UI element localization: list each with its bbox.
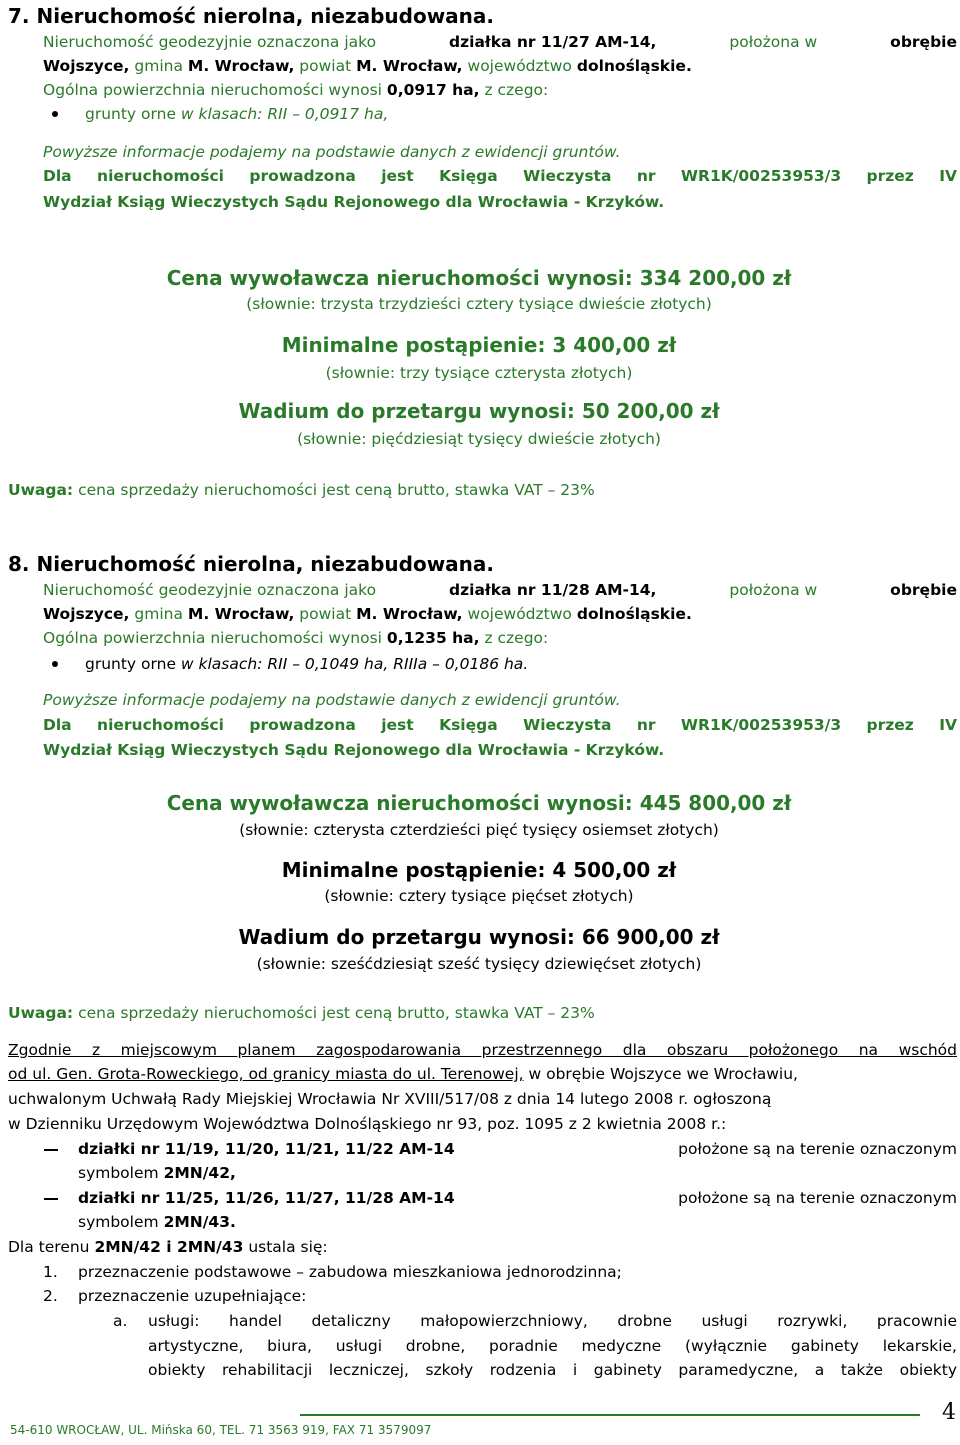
section-7-heading: 7. Nieruchomość nierolna, niezabudowana.: [8, 4, 494, 28]
section-8-note: [8, 1003, 595, 1023]
text: powiat: [299, 605, 352, 623]
section-8-parcel-line: [43, 580, 957, 600]
text: grunty orne: [85, 105, 176, 123]
text: Nieruchomość geodezyjnie oznaczona jako: [43, 581, 377, 599]
text: Dla terenu: [8, 1238, 90, 1256]
text: w klasach: RII – 0,1049 ha, RIIIa – 0,0186 ha.: [180, 655, 529, 673]
zone-symbol: 2MN/43.: [163, 1213, 236, 1231]
plan-subitem-a-line3: [148, 1360, 957, 1380]
text: położona w: [729, 33, 818, 51]
precinct: Wojszyce,: [43, 605, 130, 623]
section-8-price-words: (słownie: czterysta czterdzieści pięć tysięcy osiemset złotych): [239, 821, 719, 839]
page-number: 4: [942, 1400, 956, 1425]
text: położone są na terenie oznaczonym: [678, 1140, 957, 1158]
plan-line-2: [8, 1064, 798, 1084]
plan-terrain-line: [8, 1237, 328, 1257]
text: Ogólna powierzchnia nieruchomości wynosi: [43, 81, 382, 99]
precinct: Wojszyce,: [43, 57, 130, 75]
text: gmina: [134, 605, 183, 623]
footer-divider: [300, 1414, 920, 1416]
section-8-location-line: [43, 604, 692, 624]
section-7-min-bid: Minimalne postąpienie: 3 400,00 zł: [281, 333, 677, 357]
section-8-deposit: Wadium do przetargu wynosi: 66 900,00 zł: [238, 925, 720, 949]
section-8-land-class: [85, 654, 528, 674]
district: M. Wrocław,: [356, 57, 463, 75]
zone-symbols: 2MN/42 i 2MN/43: [94, 1238, 244, 1256]
parcel-number: działka nr 11/28 AM-14,: [449, 581, 657, 599]
section-8-price: Cena wywoławcza nieruchomości wynosi: 445 800,00 zł: [166, 791, 792, 815]
text: położone są na terenie oznaczonym: [678, 1189, 957, 1207]
section-7-deposit-words: (słownie: pięćdziesiąt tysięcy dwieście złotych): [297, 430, 661, 448]
plan-item-1: przeznaczenie podstawowe – zabudowa mieszkaniowa jednorodzinna;: [78, 1263, 622, 1281]
section-8-heading: [8, 552, 494, 576]
section-7-area-line: [43, 80, 548, 100]
parcel-number: działka nr 11/27 AM-14,: [449, 33, 657, 51]
section-7-price: Cena wywoławcza nieruchomości wynosi: 334 200,00 zł: [166, 266, 792, 290]
text: obiekty rehabilitacji leczniczej, szkoły rodzenia i gabinety paramedyczne, a także obiekty: [148, 1361, 957, 1379]
text: Zgodnie z miejscowym planem zagospodarowania przestrzennego dla obszaru położonego na wschód: [8, 1041, 957, 1059]
voivodeship: dolnośląskie.: [576, 57, 692, 75]
text: od ul. Gen. Grota-Roweckiego, od granicy miasta do ul. Terenowej,: [8, 1065, 524, 1083]
text: cena sprzedaży nieruchomości jest ceną brutto, stawka VAT – 23%: [78, 1004, 595, 1022]
section-7-land-class: [85, 104, 388, 124]
text: z czego:: [484, 81, 549, 99]
plan-parcels-1: [78, 1139, 957, 1159]
text: grunty orne: [85, 655, 176, 673]
plan-item-2: przeznaczenie uzupełniające:: [78, 1287, 307, 1305]
text: cena sprzedaży nieruchomości jest ceną brutto, stawka VAT – 23%: [78, 481, 595, 499]
dash-icon: [44, 1149, 58, 1151]
zone-symbol: 2MN/42,: [163, 1164, 236, 1182]
text: Ogólna powierzchnia nieruchomości wynosi: [43, 629, 382, 647]
text: powiat: [299, 57, 352, 75]
plan-parcels-1-symbol: [78, 1163, 236, 1183]
section-7-deposit: Wadium do przetargu wynosi: 50 200,00 zł: [238, 399, 720, 423]
area-value: 0,0917 ha,: [386, 81, 480, 99]
voivodeship: dolnośląskie.: [576, 605, 692, 623]
section-8-min-bid: Minimalne postąpienie: 4 500,00 zł: [281, 858, 677, 882]
bullet-icon: [52, 111, 58, 117]
text: Nieruchomość geodezyjnie oznaczona jako: [43, 33, 377, 51]
text: w obrębie Wojszyce we Wrocławiu,: [528, 1065, 798, 1083]
text: położona w: [729, 581, 818, 599]
note-label: Uwaga:: [8, 1004, 74, 1022]
text: obrębie: [890, 33, 957, 51]
section-8-deposit-words: (słownie: sześćdziesiąt sześć tysięcy dziewięćset złotych): [256, 955, 702, 973]
section-7-kw-line2: Wydział Ksiąg Wieczystych Sądu Rejonowego dla Wrocławia - Krzyków.: [43, 193, 665, 211]
district: M. Wrocław,: [356, 605, 463, 623]
section-7-price-words: (słownie: trzysta trzydzieści cztery tysiące dwieście złotych): [246, 295, 712, 313]
plan-line-3: uchwalonym Uchwałą Rady Miejskiej Wrocławia Nr XVIII/517/08 z dnia 14 lutego 2008 r. ogłoszoną: [8, 1090, 772, 1108]
text: województwo: [467, 57, 572, 75]
section-8-kw-line1: [43, 715, 957, 735]
text: usługi: handel detaliczny małopowierzchniowy, drobne usługi rozrywki, pracownie: [148, 1312, 957, 1330]
parcel-list: działki nr 11/25, 11/26, 11/27, 11/28 AM-14: [78, 1189, 455, 1207]
municipality: M. Wrocław,: [187, 57, 295, 75]
section-8-min-bid-words: (słownie: cztery tysiące pięćset złotych): [324, 887, 634, 905]
plan-subitem-a-letter: a.: [113, 1312, 128, 1330]
text: obrębie: [890, 581, 957, 599]
text: województwo: [467, 605, 572, 623]
text: 8. Nieruchomość nierolna, niezabudowana.: [8, 552, 494, 576]
municipality: M. Wrocław,: [187, 605, 295, 623]
section-7-parcel-line: [43, 32, 957, 52]
text: symbolem: [78, 1164, 159, 1182]
text: Dla nieruchomości prowadzona jest Księga Wieczysta nr WR1K/00253953/3 przez IV: [43, 167, 957, 185]
parcel-list: działki nr 11/19, 11/20, 11/21, 11/22 AM-14: [78, 1140, 455, 1158]
text: z czego:: [484, 629, 549, 647]
section-7-min-bid-words: (słownie: trzy tysiące czterysta złotych): [325, 364, 633, 382]
section-8-info: Powyższe informacje podajemy na podstawie danych z ewidencji gruntów.: [43, 691, 621, 709]
text: w klasach: RII – 0,0917 ha,: [180, 105, 389, 123]
plan-line-4: w Dzienniku Urzędowym Województwa Dolnośląskiego nr 93, poz. 1095 z 2 kwietnia 2008 r.:: [8, 1115, 727, 1133]
plan-line-1: [8, 1040, 957, 1060]
plan-item-2-number: 2.: [43, 1287, 58, 1305]
plan-parcels-2-symbol: [78, 1212, 236, 1232]
section-8-area-line: [43, 628, 548, 648]
plan-parcels-2: [78, 1188, 957, 1208]
text: artystyczne, biura, usługi drobne, poradnie medyczne (wyłącznie gabinety lekarskie,: [148, 1337, 957, 1355]
area-value: 0,1235 ha,: [386, 629, 480, 647]
section-7-kw-line1: [43, 166, 957, 186]
text: symbolem: [78, 1213, 159, 1231]
section-7-info: Powyższe informacje podajemy na podstawie danych z ewidencji gruntów.: [43, 143, 621, 161]
section-7-note: [8, 480, 595, 500]
plan-item-1-number: 1.: [43, 1263, 58, 1281]
plan-subitem-a-line2: [148, 1336, 957, 1356]
section-8-kw-line2: Wydział Ksiąg Wieczystych Sądu Rejonowego dla Wrocławia - Krzyków.: [43, 741, 665, 759]
text: ustala się:: [248, 1238, 328, 1256]
bullet-icon: [52, 661, 58, 667]
section-7-location-line: [43, 56, 692, 76]
plan-subitem-a-line1: [148, 1311, 957, 1331]
note-label: Uwaga:: [8, 481, 74, 499]
footer-address: 54-610 WROCŁAW, UL. Mińska 60, TEL. 71 3563 919, FAX 71 3579097: [10, 1423, 432, 1437]
dash-icon: [44, 1198, 58, 1200]
text: Dla nieruchomości prowadzona jest Księga Wieczysta nr WR1K/00253953/3 przez IV: [43, 716, 957, 734]
text: gmina: [134, 57, 183, 75]
